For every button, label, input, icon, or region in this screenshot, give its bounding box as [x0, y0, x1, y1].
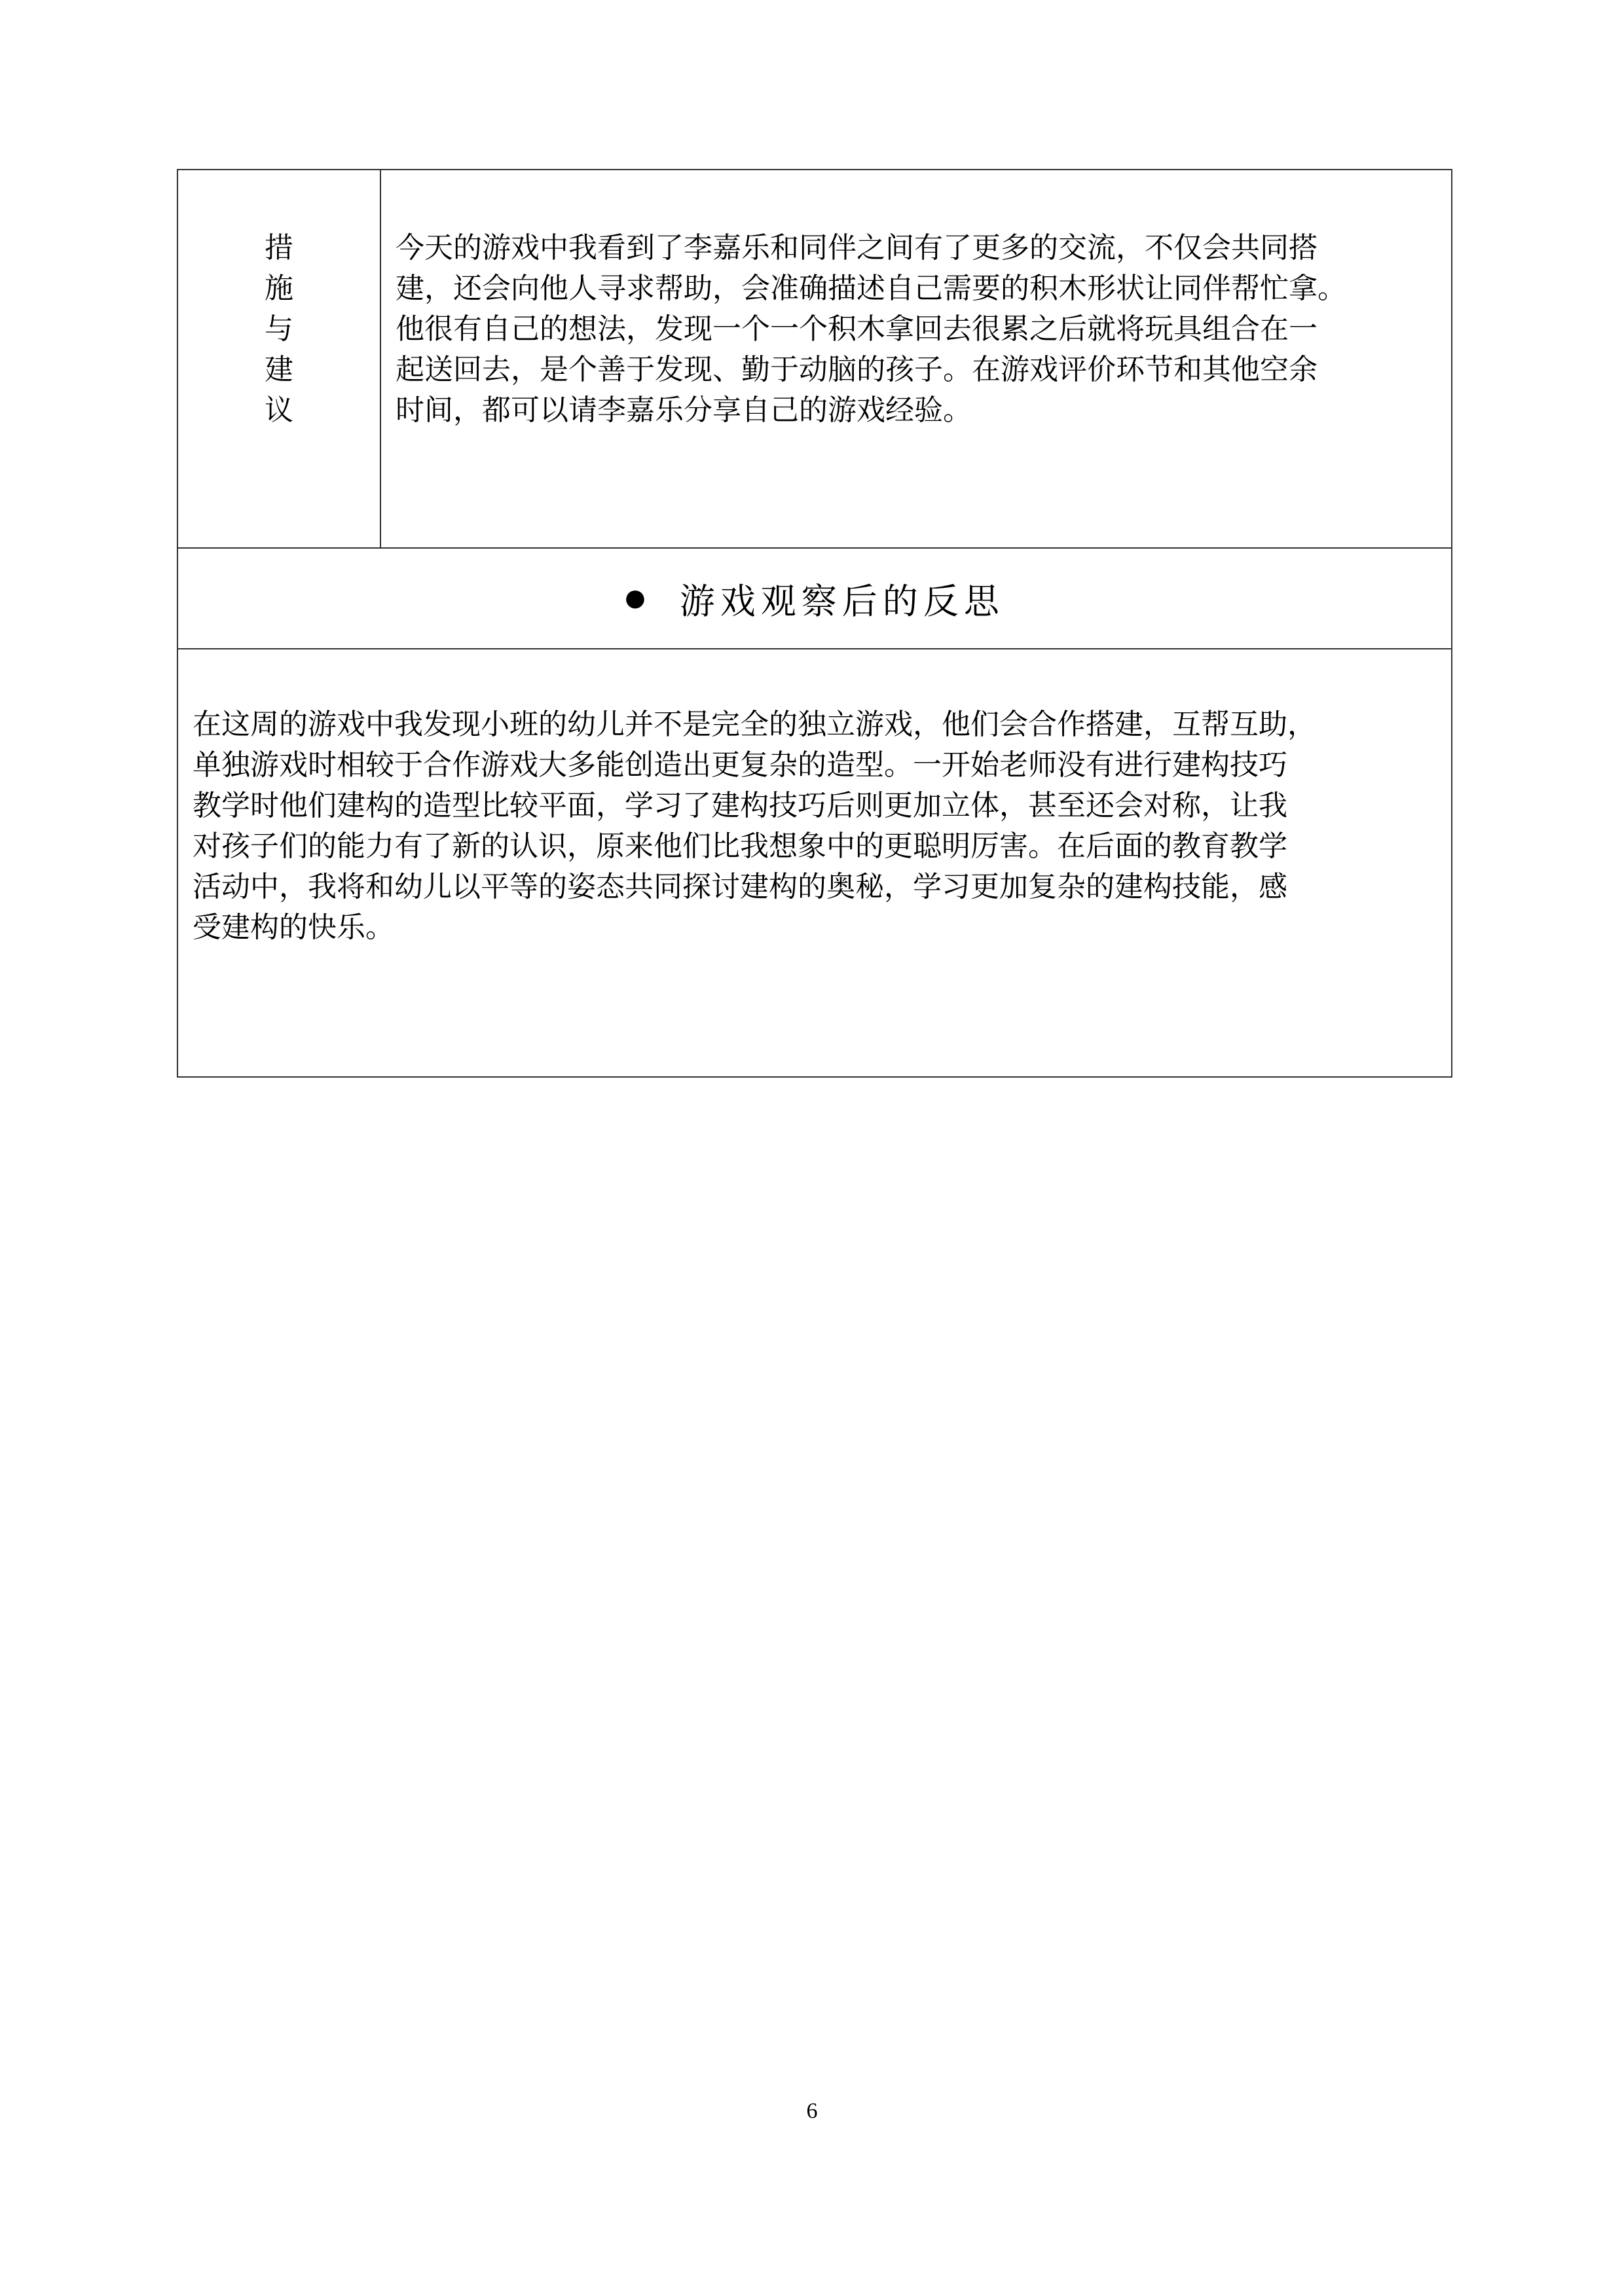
measures-text-line: 他很有自己的想法，发现一个一个积木拿回去很累之后就将玩具组合在一 [396, 312, 1318, 346]
bullet-icon: ● [625, 585, 646, 611]
measures-text-line: 时间，都可以请李嘉乐分享自己的游戏经验。 [396, 393, 972, 427]
measures-label-char: 建 [265, 353, 293, 386]
reflection-text-cell [178, 649, 1451, 1076]
measures-text-line: 建，还会向他人寻求帮助，会准确描述自己需要的积木形状让同伴帮忙拿。 [396, 272, 1346, 305]
measures-label-char: 议 [265, 393, 293, 427]
reflection-text-line: 对孩子们的能力有了新的认识，原来他们比我想象中的更聪明厉害。在后面的教育教学 [193, 829, 1287, 863]
measures-row [178, 170, 1451, 549]
reflection-text-line: 教学时他们建构的造型比较平面，学习了建构技巧后则更加立体，甚至还会对称，让我 [193, 789, 1287, 822]
measures-label-char: 措 [265, 231, 293, 264]
reflection-text-line: 在这周的游戏中我发现小班的幼儿并不是完全的独立游戏，他们会合作搭建，互帮互助， [193, 708, 1316, 741]
measures-label-char: 与 [265, 312, 293, 346]
page-number: 6 [806, 2099, 818, 2123]
measures-label-cell [178, 170, 381, 547]
measures-text-line: 起送回去，是个善于发现、勤于动脑的孩子。在游戏评价环节和其他空余 [396, 353, 1318, 386]
reflection-text-line: 受建构的快乐。 [193, 911, 394, 944]
reflection-text-line: 活动中，我将和幼儿以平等的姿态共同探讨建构的奥秘，学习更加复杂的建构技能，感 [193, 870, 1287, 903]
measures-text-cell [381, 170, 1451, 547]
reflection-text-line: 单独游戏时相较于合作游戏大多能创造出更复杂的造型。一开始老师没有进行建构技巧 [193, 748, 1287, 782]
reflection-heading-row [178, 549, 1451, 649]
reflection-heading: 游戏观察后的反思 [679, 580, 1005, 622]
measures-label-char: 施 [265, 272, 293, 305]
measures-text-line: 今天的游戏中我看到了李嘉乐和同伴之间有了更多的交流，不仅会共同搭 [396, 231, 1318, 264]
observation-table [177, 169, 1452, 1078]
